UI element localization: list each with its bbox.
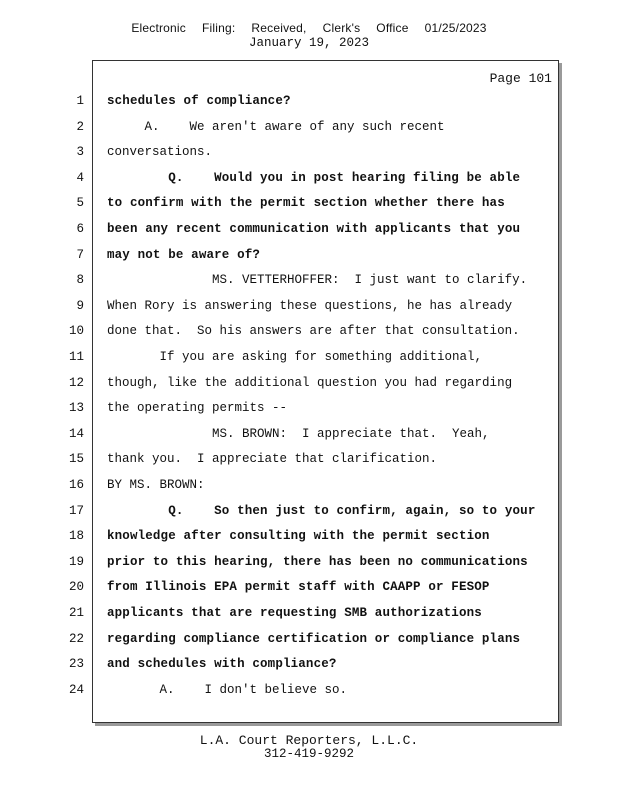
line-text: MS. BROWN: I appreciate that. Yeah,: [107, 426, 490, 441]
line-number: 12: [68, 375, 84, 390]
transcript-line: [0, 529, 618, 549]
line-number: 13: [68, 401, 84, 416]
line-number: 21: [68, 606, 84, 620]
transcript-line: [0, 299, 618, 319]
line-number: 8: [76, 273, 84, 288]
line-text: A. I don't believe so.: [107, 682, 348, 697]
line-number: 19: [68, 554, 84, 569]
line-text: BY MS. BROWN:: [107, 478, 205, 492]
line-text: prior to this hearing, there has been no communications: [107, 554, 528, 569]
transcript-line: [0, 273, 618, 293]
transcript-line: [0, 94, 618, 114]
transcript-line: [0, 657, 618, 677]
transcript-line: [0, 452, 618, 472]
line-number: 17: [68, 503, 84, 518]
line-number: 4: [76, 170, 84, 185]
transcript-line: [0, 555, 618, 575]
filing-stamp-part: Electronic: [131, 21, 186, 35]
line-number: 1: [76, 94, 84, 108]
line-text: MS. VETTERHOFFER: I just want to clarify.: [107, 273, 528, 288]
line-number: 24: [68, 682, 84, 697]
transcript-line: [0, 120, 618, 140]
transcript-line: [0, 606, 618, 626]
transcript-line: [0, 504, 618, 524]
line-number: 6: [76, 222, 84, 236]
line-text: A. We aren't aware of any such recent: [107, 119, 445, 134]
line-text: to confirm with the permit section whether there has: [107, 196, 505, 211]
filing-stamp-part: Clerk's: [322, 21, 361, 35]
line-text: Q. So then just to confirm, again, so to your: [107, 503, 536, 518]
page-number: Page 101: [489, 71, 552, 86]
filing-stamp: [0, 21, 618, 35]
line-number: 11: [68, 350, 84, 364]
line-text: though, like the additional question you had regarding: [107, 375, 513, 390]
line-number: 16: [68, 478, 84, 492]
line-number: 3: [76, 145, 84, 160]
line-text: from Illinois EPA permit staff with CAAPP or FESOP: [107, 580, 490, 595]
line-text: regarding compliance certification or compliance plans: [107, 631, 521, 646]
filing-stamp-part: Office: [376, 21, 409, 35]
line-text: Q. Would you in post hearing filing be able: [107, 170, 521, 185]
line-text: If you are asking for something additional,: [107, 350, 483, 364]
line-text: applicants that are requesting SMB authorizations: [107, 606, 482, 620]
transcript-line: [0, 376, 618, 396]
transcript-line: [0, 350, 618, 370]
line-number: 18: [68, 529, 84, 544]
line-text: done that. So his answers are after that consultation.: [107, 324, 520, 339]
transcript-line: [0, 478, 618, 498]
transcript-line: [0, 171, 618, 191]
line-text: thank you. I appreciate that clarification.: [107, 452, 438, 467]
line-text: conversations.: [107, 145, 213, 160]
line-number: 22: [68, 631, 84, 646]
line-text: the operating permits --: [107, 401, 288, 416]
line-number: 2: [76, 119, 84, 134]
line-text: When Rory is answering these questions, he has already: [107, 298, 513, 313]
line-number: 20: [68, 580, 84, 595]
line-number: 23: [68, 657, 84, 672]
filing-stamp-part: Received,: [251, 21, 307, 35]
line-number: 7: [76, 247, 84, 262]
court-reporter-name: L.A. Court Reporters, L.L.C.: [199, 733, 419, 748]
line-text: and schedules with compliance?: [107, 657, 337, 672]
transcript-line: [0, 324, 618, 344]
line-number: 15: [68, 452, 84, 467]
transcript-line: [0, 401, 618, 421]
line-number: 10: [68, 324, 84, 339]
line-text: been any recent communication with applicants that you: [107, 222, 521, 236]
transcript-line: [0, 248, 618, 268]
line-number: 9: [76, 298, 84, 313]
line-number: 14: [68, 426, 84, 441]
court-reporter-phone: 312-419-9292: [263, 747, 354, 761]
filing-stamp-part: 01/25/2023: [424, 21, 487, 35]
transcript-line: [0, 580, 618, 600]
line-text: knowledge after consulting with the permit section: [107, 529, 490, 544]
transcript-line: [0, 683, 618, 703]
line-text: schedules of compliance?: [107, 94, 291, 108]
transcript-line: [0, 222, 618, 242]
transcript-line: [0, 427, 618, 447]
line-number: 5: [76, 196, 84, 211]
transcript-date: January 19, 2023: [248, 36, 370, 50]
transcript-line: [0, 196, 618, 216]
transcript-line: [0, 632, 618, 652]
line-text: may not be aware of?: [107, 247, 261, 262]
filing-stamp-part: Filing:: [202, 21, 236, 35]
transcript-line: [0, 145, 618, 165]
